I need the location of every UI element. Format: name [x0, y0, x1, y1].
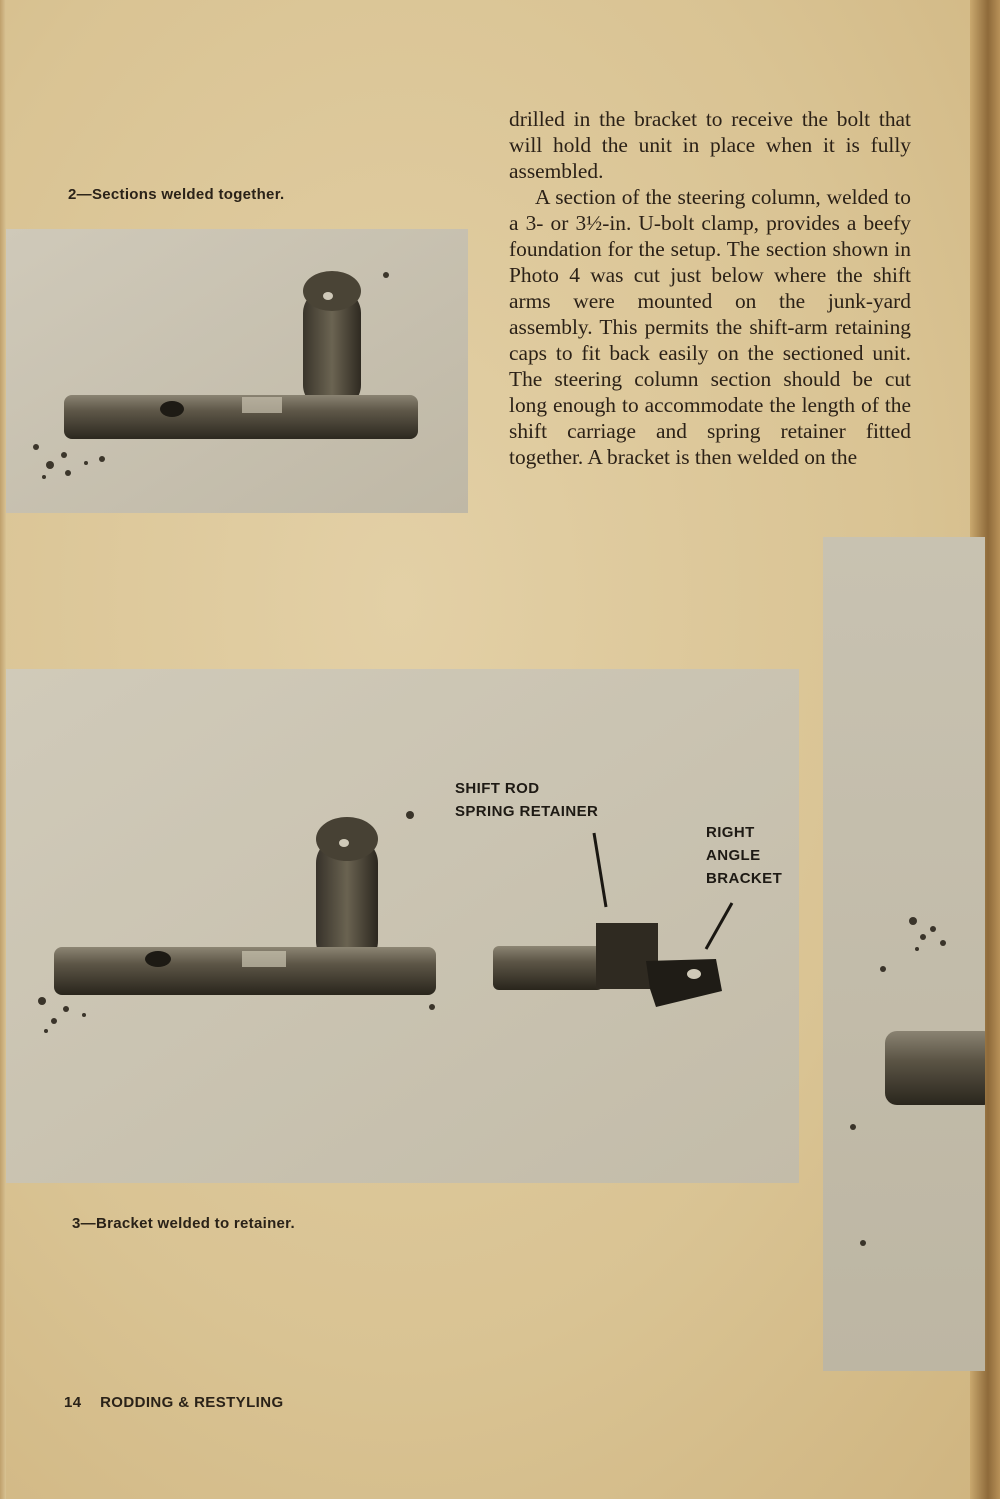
photo-2-image: [6, 229, 468, 513]
label-line: SHIFT ROD: [455, 780, 540, 797]
label-line: ANGLE: [706, 847, 761, 864]
article-paragraph: drilled in the bracket to receive the bolt that will hold the unit in place when it is fully assembled.: [509, 107, 911, 183]
photo-2-caption: 2—Sections welded together.: [68, 186, 285, 203]
photo-3: [6, 669, 799, 1183]
photo-3-image: [6, 669, 799, 1183]
label-line: SPRING RETAINER: [455, 803, 599, 820]
right-angle-bracket-label: [706, 821, 782, 890]
article-column: [509, 106, 911, 470]
photo-4-image: [823, 537, 985, 1371]
label-line: RIGHT: [706, 824, 755, 841]
article-paragraph: A section of the steering column, welded to a 3- or 3½-in. U-bolt clamp, provides a beefy foundation for the setup. The section shown in Photo 4 was cut just below where the shift arms were mounted on the junk-yard assembly. This permits the shift-arm retaining caps to fit back easily on the sectioned unit. The steering column section should be cut long enough to accommodate the length of the shift carriage and spring retainer fitted together. A bracket is then welded on the: [509, 185, 911, 469]
photo-4-partial: [823, 537, 985, 1371]
page-footer: [64, 1394, 284, 1411]
photo-3-caption: 3—Bracket welded to retainer.: [72, 1215, 295, 1232]
page-number: 14: [64, 1394, 82, 1411]
photo-2: [6, 229, 468, 513]
label-line: BRACKET: [706, 870, 783, 887]
shift-rod-spring-retainer-label: [455, 777, 598, 823]
magazine-name: RODDING & RESTYLING: [100, 1394, 284, 1411]
